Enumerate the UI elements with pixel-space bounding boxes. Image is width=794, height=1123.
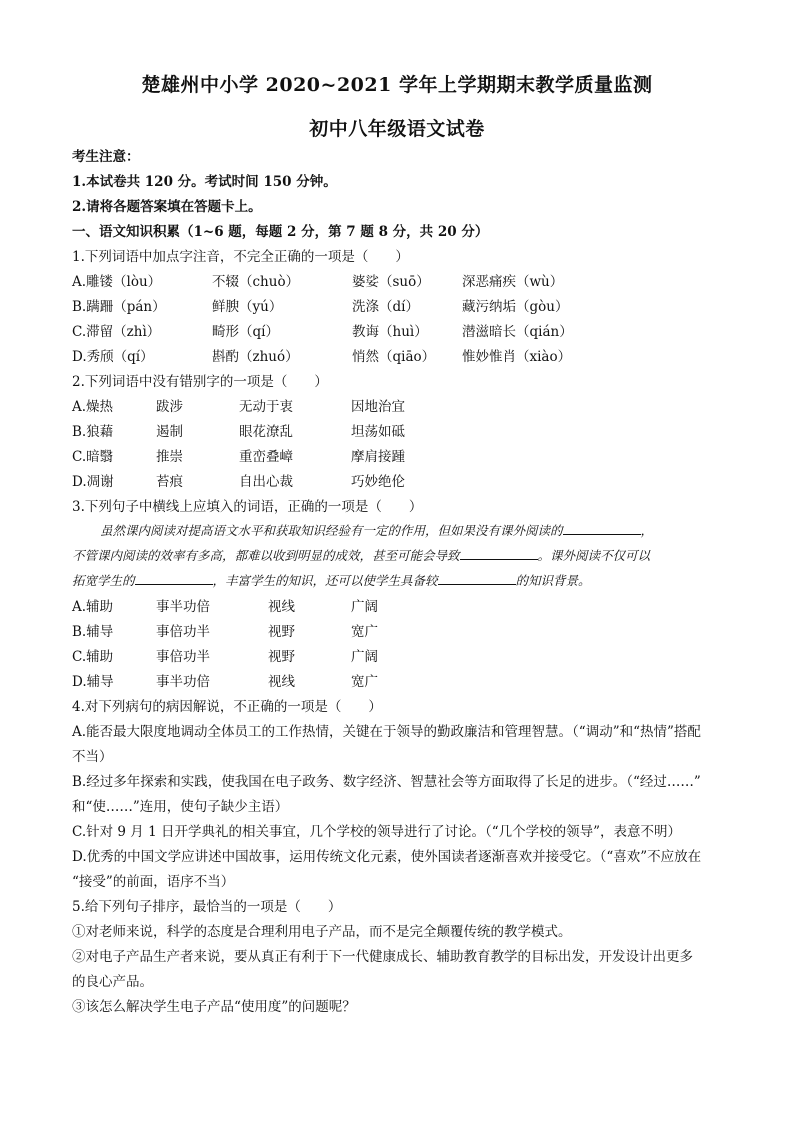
option-cell: D.凋谢 <box>72 474 114 490</box>
option-text: A.能否最大限度地调动全体员工的工作热情，关键在于领导的勤政廉洁和管理智慧。（“调动”和“热情”搭配 <box>72 724 701 740</box>
option-row <box>72 597 722 619</box>
option-text: C.针对 9 月 1 日开学典礼的相关事宜，几个学校的领导进行了讨论。（“几个学校的领导”，表意不明） <box>72 824 682 840</box>
option-cell: 重峦叠嶂 <box>239 449 293 465</box>
option-row <box>72 397 722 419</box>
question-stem: 2.下列词语中没有错别字的一项是（ ） <box>72 374 328 390</box>
option-cell: 潜滋暗长（qián） <box>462 324 573 340</box>
option-cell: B.蹒跚（pán） <box>72 299 166 315</box>
exam-subtitle: 初中八年级语文试卷 <box>309 118 485 140</box>
option-row <box>72 622 722 644</box>
option-text: “接受”的前面，语序不当） <box>72 874 235 890</box>
option-cell: C.暗翳 <box>72 449 114 465</box>
sentence-item: ③该怎么解决学生电子产品“使用度”的问题呢？ <box>72 999 356 1015</box>
option-cell: C.辅助 <box>72 649 114 665</box>
option-row <box>72 272 722 294</box>
option-cell: 遏制 <box>156 424 183 440</box>
fill-blank <box>135 570 213 585</box>
option-cell: 无动于衷 <box>239 399 293 415</box>
option-cell: D.辅导 <box>72 674 114 690</box>
option-cell: 宽广 <box>351 674 378 690</box>
option-cell: 事倍功半 <box>156 649 210 665</box>
section-heading: 一、语文知识积累（1~6 题，每题 2 分，第 7 题 8 分，共 20 分） <box>72 224 489 240</box>
option-cell: 坦荡如砥 <box>351 424 405 440</box>
option-cell: 摩肩接踵 <box>351 449 405 465</box>
fill-blank <box>460 545 538 560</box>
option-text: D.优秀的中国文学应讲述中国故事，运用传统文化元素，使外国读者逐渐喜欢并接受它。（“喜欢”不应放在 <box>72 849 702 865</box>
option-cell: 宽广 <box>351 624 378 640</box>
option-cell: 藏污纳垢（gòu） <box>462 299 569 315</box>
option-cell: 悄然（qiāo） <box>352 349 436 365</box>
option-cell: 事半功倍 <box>156 674 210 690</box>
option-cell: 视线 <box>268 674 295 690</box>
option-cell: 不辍（chuò） <box>212 274 300 290</box>
option-text: 不当） <box>72 749 113 765</box>
option-cell: 教诲（huì） <box>352 324 428 340</box>
option-row <box>72 472 722 494</box>
exam-title: 楚雄州中小学 2020~2021 学年上学期期末教学质量监测 <box>141 74 653 96</box>
passage-line: 虽然课内阅读对提高语文水平和获取知识经验有一定的作用，但如果没有课外阅读的 ， <box>100 519 722 543</box>
option-row <box>72 647 722 669</box>
option-cell: 鲜腴（yú） <box>212 299 283 315</box>
option-cell: 苔痕 <box>156 474 183 490</box>
option-cell: 因地治宜 <box>351 399 405 415</box>
option-text: B.经过多年探索和实践，使我国在电子政务、数字经济、智慧社会等方面取得了长足的进步。（“经过……” <box>72 774 701 790</box>
sentence-item: 的良心产品。 <box>72 974 153 990</box>
option-cell: 洗涤（dí） <box>352 299 419 315</box>
option-cell: 跋涉 <box>156 399 183 415</box>
option-cell: 自出心裁 <box>239 474 293 490</box>
option-cell: A.雕镂（lòu） <box>72 274 162 290</box>
option-cell: A.辅助 <box>72 599 114 615</box>
option-cell: 事倍功半 <box>156 624 210 640</box>
option-cell: A.燥热 <box>72 399 114 415</box>
notice-item: 2.请将各题答案填在答题卡上。 <box>72 199 262 215</box>
option-row <box>72 447 722 469</box>
question-stem: 5.给下列句子排序，最恰当的一项是（ ） <box>72 899 342 915</box>
passage-line: 不管课内阅读的效率有多高，都难以收到明显的成效，甚至可能会导致 。课外阅读不仅可以 <box>72 544 722 568</box>
passage-line: 拓宽学生的 ，丰富学生的知识，还可以使学生具备较 的知识背景。 <box>72 569 722 593</box>
sentence-item: ②对电子产品生产者来说，要从真正有利于下一代健康成长、辅助教育教学的目标出发，开发设计出更多 <box>72 949 693 965</box>
sentence-item: ①对老师来说，科学的态度是合理利用电子产品，而不是完全颠覆传统的教学模式。 <box>72 924 572 940</box>
option-row <box>72 322 722 344</box>
question-stem: 1.下列词语中加点字注音，不完全正确的一项是（ ） <box>72 249 409 265</box>
option-row <box>72 297 722 319</box>
fill-blank <box>563 520 641 535</box>
option-cell: D.秀颀（qí） <box>72 349 154 365</box>
option-cell: B.狼藉 <box>72 424 114 440</box>
option-cell: 深恶痛疾（wù） <box>462 274 564 290</box>
option-cell: 婆娑（suō） <box>352 274 430 290</box>
question-stem: 4.对下列病句的病因解说，不正确的一项是（ ） <box>72 699 382 715</box>
notice-heading: 考生注意： <box>72 149 140 165</box>
option-cell: 视线 <box>268 599 295 615</box>
option-cell: 斟酌（zhuó） <box>212 349 299 365</box>
option-cell: 惟妙惟肖（xiào） <box>462 349 572 365</box>
option-row <box>72 347 722 369</box>
option-cell: 畸形（qí） <box>212 324 279 340</box>
option-cell: 事半功倍 <box>156 599 210 615</box>
option-cell: 眼花潦乱 <box>239 424 293 440</box>
option-cell: 广阔 <box>351 599 378 615</box>
option-cell: 推崇 <box>156 449 183 465</box>
option-text: 和“使……”连用，使句子缺少主语） <box>72 799 289 815</box>
option-cell: 巧妙绝伦 <box>351 474 405 490</box>
notice-item: 1.本试卷共 120 分。考试时间 150 分钟。 <box>72 174 337 190</box>
question-stem: 3.下列句子中横线上应填入的词语，正确的一项是（ ） <box>72 499 423 515</box>
option-cell: 广阔 <box>351 649 378 665</box>
option-row <box>72 672 722 694</box>
option-row <box>72 422 722 444</box>
option-cell: 视野 <box>268 624 295 640</box>
option-cell: B.辅导 <box>72 624 114 640</box>
fill-blank <box>438 570 516 585</box>
option-cell: C.滞留（zhì） <box>72 324 161 340</box>
option-cell: 视野 <box>268 649 295 665</box>
